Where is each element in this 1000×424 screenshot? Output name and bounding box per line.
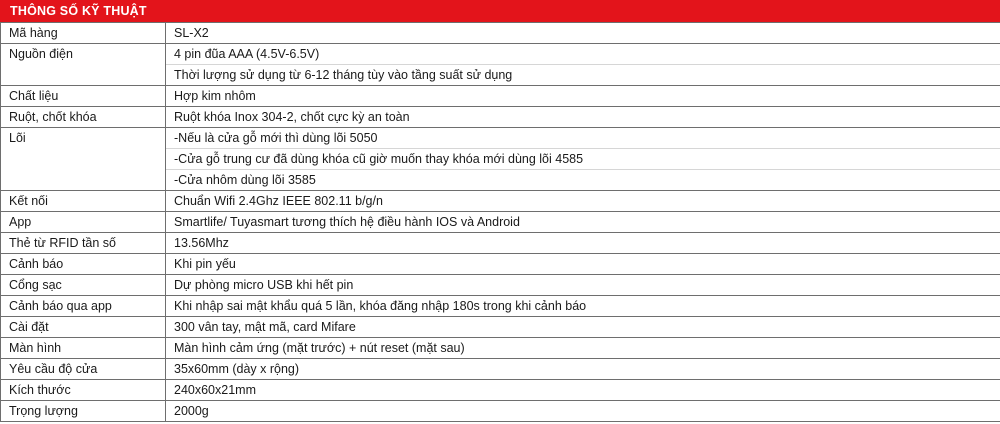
spec-value-line: -Cửa gỗ trung cư đã dùng khóa cũ giờ muốn thay khóa mới dùng lõi 4585	[166, 148, 1000, 169]
spec-label-cell	[1, 275, 166, 296]
spec-value-line: Khi pin yếu	[174, 257, 236, 271]
spec-label: Cảnh báo qua app	[9, 299, 112, 313]
spec-row	[1, 107, 1000, 128]
spec-value-cell	[166, 212, 1000, 233]
spec-value-line: Chuẩn Wifi 2.4Ghz IEEE 802.11 b/g/n	[174, 194, 383, 208]
spec-value-line: Ruột khóa Inox 304-2, chốt cực kỳ an toàn	[174, 110, 410, 124]
spec-label-cell	[1, 254, 166, 275]
spec-label-cell	[1, 86, 166, 107]
spec-label-cell	[1, 233, 166, 254]
spec-value-line: Thời lượng sử dụng từ 6-12 tháng tùy vào tầng suất sử dụng	[166, 64, 1000, 85]
spec-label-cell	[1, 338, 166, 359]
spec-label-cell	[1, 212, 166, 233]
spec-label: Trọng lượng	[9, 404, 78, 418]
spec-value-line: 4 pin đũa AAA (4.5V-6.5V)	[174, 47, 320, 61]
spec-value-cell	[166, 401, 1000, 422]
spec-row	[1, 212, 1000, 233]
spec-value-line: -Cửa nhôm dùng lõi 3585	[166, 169, 1000, 190]
spec-label: Cổng sạc	[9, 278, 62, 292]
spec-row	[1, 254, 1000, 275]
spec-label: Kết nối	[9, 194, 48, 208]
spec-value-cell	[166, 128, 1000, 191]
spec-row	[1, 191, 1000, 212]
spec-label: Lõi	[9, 131, 26, 145]
spec-row	[1, 317, 1000, 338]
spec-value-cell	[166, 107, 1000, 128]
spec-value-cell	[166, 359, 1000, 380]
spec-value-cell	[166, 338, 1000, 359]
spec-label: Ruột, chốt khóa	[9, 110, 97, 124]
spec-label-cell	[1, 296, 166, 317]
spec-value-line: 240x60x21mm	[174, 383, 256, 397]
spec-row	[1, 233, 1000, 254]
spec-label: App	[9, 215, 32, 229]
spec-value-line: 13.56Mhz	[174, 236, 229, 250]
spec-value-cell	[166, 233, 1000, 254]
spec-label: Thẻ từ RFID tần số	[9, 236, 117, 250]
spec-label: Yêu cầu độ cửa	[9, 362, 98, 376]
spec-label-cell	[1, 359, 166, 380]
spec-label-cell	[1, 128, 166, 191]
spec-label-cell	[1, 317, 166, 338]
spec-row	[1, 86, 1000, 107]
spec-value-cell	[166, 44, 1000, 86]
spec-value-cell	[166, 296, 1000, 317]
spec-table-body	[1, 23, 1000, 422]
spec-label-cell	[1, 107, 166, 128]
spec-label: Màn hình	[9, 341, 62, 355]
spec-row	[1, 44, 1000, 86]
spec-header-title: THÔNG SỐ KỸ THUẬT	[0, 0, 1000, 22]
spec-value-line: 2000g	[174, 404, 209, 418]
spec-value-line: Hợp kim nhôm	[174, 89, 256, 103]
spec-value-cell	[166, 86, 1000, 107]
spec-label-cell	[1, 401, 166, 422]
spec-value-line: 35x60mm (dày x rộng)	[174, 362, 300, 376]
spec-row	[1, 23, 1000, 44]
spec-value-line: Smartlife/ Tuyasmart tương thích hệ điều hành IOS và Android	[174, 215, 520, 229]
spec-label: Nguồn điện	[9, 47, 73, 61]
spec-table	[0, 22, 1000, 422]
spec-label-cell	[1, 44, 166, 86]
spec-label: Chất liệu	[9, 89, 59, 103]
spec-row	[1, 338, 1000, 359]
spec-value-cell	[166, 380, 1000, 401]
spec-label: Mã hàng	[9, 26, 58, 40]
spec-row	[1, 275, 1000, 296]
spec-value-cell	[166, 23, 1000, 44]
spec-value-line: SL-X2	[174, 26, 209, 40]
spec-label-cell	[1, 191, 166, 212]
spec-row	[1, 359, 1000, 380]
spec-value-line: Màn hình cảm ứng (mặt trước) + nút reset (mặt sau)	[174, 341, 465, 355]
spec-label-cell	[1, 380, 166, 401]
spec-value-line: 300 vân tay, mật mã, card Mifare	[174, 320, 356, 334]
spec-row	[1, 296, 1000, 317]
spec-value-line: Khi nhập sai mật khẩu quá 5 lần, khóa đăng nhập 180s trong khi cảnh báo	[174, 299, 587, 313]
spec-label: Kích thước	[9, 383, 71, 397]
spec-value-line: -Nếu là cửa gỗ mới thì dùng lõi 5050	[174, 131, 378, 145]
spec-value-cell	[166, 317, 1000, 338]
spec-value-cell	[166, 254, 1000, 275]
spec-label-cell	[1, 23, 166, 44]
spec-value-cell	[166, 275, 1000, 296]
spec-label: Cảnh báo	[9, 257, 64, 271]
spec-row	[1, 380, 1000, 401]
spec-value-cell	[166, 191, 1000, 212]
spec-label: Cài đặt	[9, 320, 49, 334]
spec-row	[1, 128, 1000, 191]
spec-value-line: Dự phòng micro USB khi hết pin	[174, 278, 354, 292]
spec-row	[1, 401, 1000, 422]
